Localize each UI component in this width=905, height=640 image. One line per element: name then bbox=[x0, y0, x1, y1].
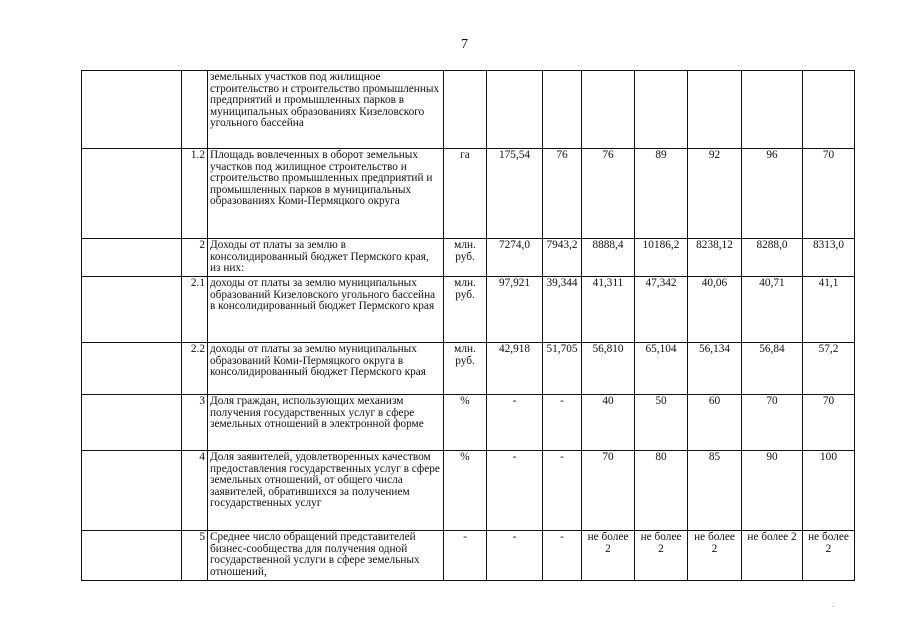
value-cell: 56,84 bbox=[742, 343, 803, 395]
value-cell: 76 bbox=[582, 149, 635, 239]
value-cell: 70 bbox=[803, 149, 855, 239]
scan-speck bbox=[832, 606, 834, 607]
value-cell: 70 bbox=[742, 395, 803, 451]
value-cell: 50 bbox=[635, 395, 688, 451]
value-cell bbox=[688, 71, 742, 149]
value-cell: 8313,0 bbox=[803, 239, 855, 277]
value-cell bbox=[582, 71, 635, 149]
value-cell: 89 bbox=[635, 149, 688, 239]
value-cell: 42,918 bbox=[487, 343, 543, 395]
value-cell: 100 bbox=[803, 451, 855, 531]
value-cell: 76 bbox=[543, 149, 582, 239]
value-cell bbox=[543, 71, 582, 149]
margin-cell bbox=[82, 451, 182, 531]
value-cell: - bbox=[487, 531, 543, 581]
value-cell: 65,104 bbox=[635, 343, 688, 395]
margin-cell bbox=[82, 531, 182, 581]
value-cell: 70 bbox=[803, 395, 855, 451]
unit-cell: % bbox=[444, 395, 487, 451]
row-number: 4 bbox=[182, 451, 208, 531]
value-cell bbox=[803, 71, 855, 149]
value-cell: 41,1 bbox=[803, 277, 855, 343]
value-cell: не более 2 bbox=[635, 531, 688, 581]
value-cell: 40,06 bbox=[688, 277, 742, 343]
page-number: 7 bbox=[461, 37, 468, 52]
value-cell: 41,311 bbox=[582, 277, 635, 343]
margin-cell bbox=[82, 239, 182, 277]
row-number: 2.2 bbox=[182, 343, 208, 395]
table-row bbox=[82, 277, 855, 343]
value-cell: не более 2 bbox=[803, 531, 855, 581]
value-cell: 57,2 bbox=[803, 343, 855, 395]
value-cell bbox=[635, 71, 688, 149]
unit-cell: млн. руб. bbox=[444, 343, 487, 395]
margin-cell bbox=[82, 277, 182, 343]
value-cell: не более 2 bbox=[742, 531, 803, 581]
unit-cell: млн. руб. bbox=[444, 277, 487, 343]
indicator-name: доходы от платы за землю муниципальных образований Кизеловского угольного бассейна в консолидированный бюджет Пермского края bbox=[208, 277, 444, 343]
margin-cell bbox=[82, 149, 182, 239]
value-cell: 96 bbox=[742, 149, 803, 239]
value-cell: 10186,2 bbox=[635, 239, 688, 277]
value-cell: 80 bbox=[635, 451, 688, 531]
margin-cell bbox=[82, 395, 182, 451]
table-row bbox=[82, 395, 855, 451]
value-cell: 85 bbox=[688, 451, 742, 531]
row-number: 3 bbox=[182, 395, 208, 451]
value-cell: 47,342 bbox=[635, 277, 688, 343]
indicator-name: Площадь вовлеченных в оборот земельных участков под жилищное строительство и строительство промышленных предприятий и промышленных парков в муниципальных образованиях Коми-Пермяцкого округа bbox=[208, 149, 444, 239]
unit-cell bbox=[444, 71, 487, 149]
table-row bbox=[82, 149, 855, 239]
row-number: 2.1 bbox=[182, 277, 208, 343]
value-cell: 40 bbox=[582, 395, 635, 451]
margin-cell bbox=[82, 71, 182, 149]
value-cell: 70 bbox=[582, 451, 635, 531]
value-cell bbox=[487, 71, 543, 149]
indicator-name: Доходы от платы за землю в консолидированный бюджет Пермского края, из них: bbox=[208, 239, 444, 277]
table-row bbox=[82, 343, 855, 395]
table-row bbox=[82, 451, 855, 531]
unit-cell: - bbox=[444, 531, 487, 581]
indicator-name: Среднее число обращений представителей бизнес-сообщества для получения одной государственной услуги в сфере земельных отношений, bbox=[208, 531, 444, 581]
value-cell: 56,810 bbox=[582, 343, 635, 395]
value-cell bbox=[742, 71, 803, 149]
indicator-name: Доля граждан, использующих механизм получения государственных услуг в сфере земельных отношений в электронной форме bbox=[208, 395, 444, 451]
unit-cell: % bbox=[444, 451, 487, 531]
value-cell: 40,71 bbox=[742, 277, 803, 343]
value-cell: не более 2 bbox=[688, 531, 742, 581]
value-cell: 51,705 bbox=[543, 343, 582, 395]
margin-cell bbox=[82, 343, 182, 395]
value-cell: - bbox=[543, 395, 582, 451]
value-cell: не более 2 bbox=[582, 531, 635, 581]
value-cell: - bbox=[487, 395, 543, 451]
table-row bbox=[82, 239, 855, 277]
value-cell: 39,344 bbox=[543, 277, 582, 343]
value-cell: 56,134 bbox=[688, 343, 742, 395]
value-cell: 92 bbox=[688, 149, 742, 239]
indicator-name: Доля заявителей, удовлетворенных качеством предоставления государственных услуг в сфере земельных отношений, от общего числа заявителей, обратившихся за получением государственных услуг bbox=[208, 451, 444, 531]
value-cell: 8238,12 bbox=[688, 239, 742, 277]
value-cell: 60 bbox=[688, 395, 742, 451]
value-cell: 7274,0 bbox=[487, 239, 543, 277]
value-cell: 7943,2 bbox=[543, 239, 582, 277]
value-cell: - bbox=[543, 531, 582, 581]
table-row bbox=[82, 71, 855, 149]
value-cell: - bbox=[543, 451, 582, 531]
value-cell: 8888,4 bbox=[582, 239, 635, 277]
row-number bbox=[182, 71, 208, 149]
value-cell: - bbox=[487, 451, 543, 531]
value-cell: 175,54 bbox=[487, 149, 543, 239]
row-number: 2 bbox=[182, 239, 208, 277]
indicators-table bbox=[81, 70, 855, 581]
row-number: 5 bbox=[182, 531, 208, 581]
unit-cell: га bbox=[444, 149, 487, 239]
row-number: 1.2 bbox=[182, 149, 208, 239]
table-row bbox=[82, 531, 855, 581]
indicator-name: земельных участков под жилищное строительство и строительство промышленных предприятий и промышленных парков в муниципальных образованиях Кизеловского угольного бассейна bbox=[208, 71, 444, 149]
unit-cell: млн. руб. bbox=[444, 239, 487, 277]
value-cell: 97,921 bbox=[487, 277, 543, 343]
indicator-name: доходы от платы за землю муниципальных образований Коми-Пермяцкого округа в консолидированный бюджет Пермского края bbox=[208, 343, 444, 395]
value-cell: 8288,0 bbox=[742, 239, 803, 277]
value-cell: 90 bbox=[742, 451, 803, 531]
